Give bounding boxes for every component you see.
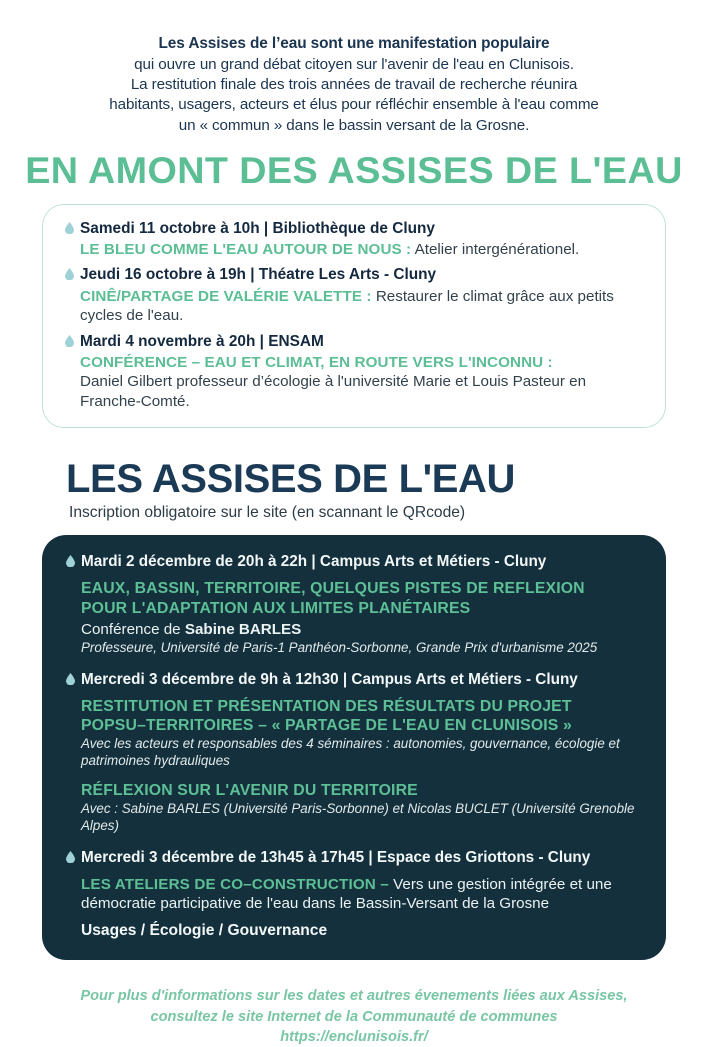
speaker-prefix: Conférence de (81, 620, 185, 638)
intro-line-2: La restitution finale des trois années de travail de recherche réunira (130, 76, 578, 94)
event-item (66, 553, 642, 657)
intro-line-3: habitants, usagers, acteurs et élus pour réfléchir ensemble à l'eau comme (109, 96, 599, 114)
event-title: CINÊ/PARTAGE DE VALÉRIE VALETTE : (80, 287, 372, 305)
footer-website-url[interactable]: https://enclunisois.fr/ (280, 1028, 428, 1045)
event-when-row (66, 553, 642, 571)
event-note: Avec les acteurs et responsables des 4 séminaires : autonomies, gouvernance, écologie et patrimoines hydrauliques (81, 736, 620, 769)
event-when-text: Samedi 11 octobre à 10h | Bibliothèque de Cluny (80, 219, 435, 237)
event-when-text: Jeudi 16 octobre à 19h | Théatre Les Arts - Cluny (80, 266, 437, 284)
event-title: LES ATELIERS DE CO–CONSTRUCTION – (81, 876, 389, 894)
event-when-text: Mardi 2 décembre de 20h à 22h | Campus Arts et Métiers - Cluny (81, 553, 547, 571)
event-title: CONFÉRENCE – EAU ET CLIMAT, EN ROUTE VERS L'INCONNU : (80, 353, 553, 371)
event-speaker-note: Professeure, Université de Paris-1 Panthéon-Sorbonne, Grande Prix d'urbanisme 2025 (81, 639, 598, 655)
event-item (66, 671, 642, 835)
event-title-line-1: RESTITUTION ET PRÉSENTATION DES RÉSULTATS DU PROJET (81, 697, 572, 715)
event-body (80, 287, 643, 326)
event-when-row (65, 218, 643, 240)
event-description: Restaurer le climat grâce aux petits cycles de l'eau. (80, 287, 614, 325)
water-drop-icon (66, 673, 75, 685)
event-when-text: Mercredi 3 décembre de 9h à 12h30 | Campus Arts et Métiers - Cluny (81, 670, 578, 688)
event-description: Atelier intergénérationel. (411, 240, 580, 258)
event-item (65, 264, 643, 325)
event-subsection-title: RÉFLEXION SUR L'AVENIR DU TERRITOIRE (81, 782, 418, 800)
event-title-line-2: POUR L'ADAPTATION AUX LIMITES PLANÉTAIRES (81, 599, 471, 617)
water-drop-icon (65, 268, 74, 280)
event-body (81, 697, 642, 835)
event-when-text: Mardi 4 novembre à 20h | ENSAM (80, 332, 324, 350)
event-body (81, 579, 642, 657)
speaker-name: Sabine BARLES (184, 620, 302, 638)
footer-info (0, 986, 708, 1046)
event-item (66, 849, 642, 940)
water-drop-icon (66, 555, 75, 567)
event-title-line-2: POPSU–TERRITOIRES – « PARTAGE DE L'EAU EN CLUNISOIS » (81, 717, 572, 735)
water-drop-icon (65, 222, 74, 234)
footer-line-1: Pour plus d'informations sur les dates et autres évenements liées aux Assises, (80, 988, 628, 1005)
intro-lead: Les Assises de l’eau sont une manifestation populaire (158, 35, 550, 52)
intro-paragraph (0, 0, 708, 136)
event-speaker (81, 620, 642, 639)
section-heading-upstream: EN AMONT DES ASSISES DE L'EAU (25, 149, 683, 191)
main-title-block (0, 458, 708, 522)
event-title: LE BLEU COMME L'EAU AUTOUR DE NOUS : (80, 240, 412, 258)
event-title-line-1: EAUX, BASSIN, TERRITOIRE, QUELQUES PISTES DE REFLEXION (81, 580, 585, 598)
event-when-row (65, 264, 643, 286)
event-when-row (65, 331, 643, 353)
page-title: LES ASSISES DE L'EAU (66, 457, 516, 502)
event-when-row (66, 849, 642, 867)
event-subsection-note: Avec : Sabine BARLES (Université Paris-Sorbonne) et Nicolas BUCLET (Université Grenoble Alpes) (81, 801, 635, 834)
event-title-and-description (81, 875, 642, 913)
event-themes: Usages / Écologie / Gouvernance (81, 922, 328, 940)
water-drop-icon (65, 335, 74, 347)
water-drop-icon (66, 851, 75, 863)
registration-note: Inscription obligatoire sur le site (en scannant le QRcode) (69, 504, 466, 522)
event-description: Daniel Gilbert professeur d’écologie à l'université Marie et Louis Pasteur en Franche-Comté. (80, 373, 587, 410)
event-when-text: Mercredi 3 décembre de 13h45 à 17h45 | Espace des Griottons - Cluny (81, 849, 591, 867)
footer-line-2: consultez le site Internet de la Communauté de communes (150, 1008, 558, 1025)
event-body (80, 240, 643, 259)
event-item (65, 218, 643, 260)
event-description: Vers une gestion intégrée et une démocratie participative de l'eau dans le Bassin-Versant de la Grosne (81, 876, 612, 913)
intro-line-1: qui ouvre un grand débat citoyen sur l'avenir de l'eau en Clunisois. (134, 56, 574, 74)
intro-line-4: un « commun » dans le bassin versant de la Grosne. (178, 116, 530, 134)
event-body (80, 353, 643, 411)
event-item (65, 331, 643, 412)
event-subsection (81, 781, 642, 835)
upstream-events-card (42, 204, 666, 429)
event-body (81, 875, 642, 940)
event-when-row (66, 671, 642, 689)
main-events-card (42, 535, 666, 960)
